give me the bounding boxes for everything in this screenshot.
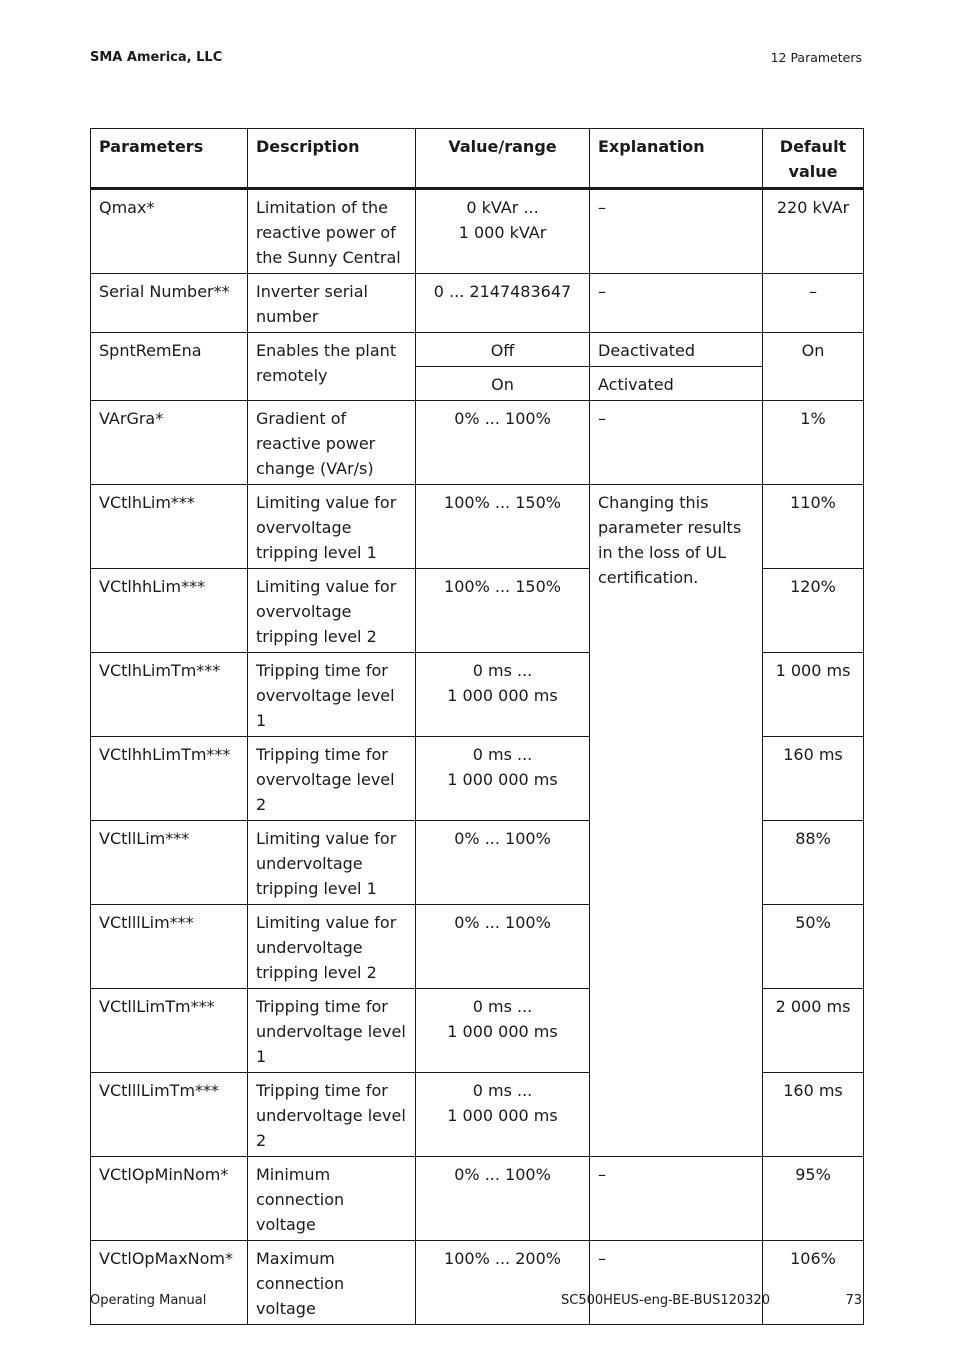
range-line: 0 ms ... [472,745,533,764]
range-line: 0 kVAr ... [466,198,539,217]
param-name: VArGra* [91,401,248,485]
param-range [416,737,590,821]
table-header-row [91,129,864,189]
range-line: 0 ms ... [472,997,533,1016]
company-name: SMA America, LLC [90,50,223,65]
header-default-value [763,129,864,189]
header-default-line2: value [788,162,838,181]
param-default: 220 kVAr [763,189,864,274]
section-title: 12 Parameters [770,50,862,65]
param-range: 100% ... 150% [416,569,590,653]
param-default: – [763,274,864,333]
param-range [416,189,590,274]
range-line: 1 000 000 ms [447,1022,558,1041]
param-name: SpntRemEna [91,333,248,401]
range-line: 1 000 000 ms [447,1106,558,1125]
param-range: 100% ... 150% [416,485,590,569]
footer-manual-title: Operating Manual [90,1293,207,1308]
header-description: Description [248,129,416,189]
param-default: 106% [763,1241,864,1325]
param-description: Maximum connection voltage [248,1241,416,1325]
table-row [91,274,864,333]
param-description: Gradient of reactive power change (VAr/s) [248,401,416,485]
header-value-range: Value/range [416,129,590,189]
option-explanation: Activated [590,367,763,401]
param-range: 0% ... 100% [416,821,590,905]
table-row [91,1241,864,1325]
range-line: 0 ms ... [472,661,533,680]
param-default: 120% [763,569,864,653]
param-default: 110% [763,485,864,569]
param-name: VCtlllLim*** [91,905,248,989]
param-description: Limiting value for overvoltage tripping level 2 [248,569,416,653]
footer-document-id: SC500HEUS-eng-BE-BUS120320 [561,1293,770,1308]
param-description: Limiting value for undervoltage tripping level 1 [248,821,416,905]
param-description: Tripping time for overvoltage level 2 [248,737,416,821]
option-value: On [416,367,590,401]
param-name: VCtllLim*** [91,821,248,905]
param-default: On [763,333,864,401]
param-description: Inverter serial number [248,274,416,333]
param-range [416,653,590,737]
parameters-table [90,128,864,1325]
range-line: 1 000 kVAr [458,223,547,242]
header-explanation: Explanation [590,129,763,189]
param-range [416,1073,590,1157]
param-default: 160 ms [763,737,864,821]
param-range: 100% ... 200% [416,1241,590,1325]
param-explanation: – [590,1157,763,1241]
range-line: 1 000 000 ms [447,686,558,705]
option-value: Off [416,333,590,367]
param-name: VCtlllLimTm*** [91,1073,248,1157]
param-name: Qmax* [91,189,248,274]
param-description: Limiting value for overvoltage tripping level 1 [248,485,416,569]
param-explanation: – [590,1241,763,1325]
param-range: 0% ... 100% [416,1157,590,1241]
param-default: 1 000 ms [763,653,864,737]
param-name: VCtlhhLim*** [91,569,248,653]
param-explanation: – [590,401,763,485]
param-name: VCtllLimTm*** [91,989,248,1073]
table-row [91,333,864,367]
param-range: 0 ... 2147483647 [416,274,590,333]
param-name: VCtlhhLimTm*** [91,737,248,821]
param-range: 0% ... 100% [416,401,590,485]
param-default: 50% [763,905,864,989]
range-line: 0 ms ... [472,1081,533,1100]
param-range [416,989,590,1073]
param-name: Serial Number** [91,274,248,333]
param-default: 2 000 ms [763,989,864,1073]
option-explanation: Deactivated [590,333,763,367]
header-parameters: Parameters [91,129,248,189]
param-description: Enables the plant remotely [248,333,416,401]
range-line: 1 000 000 ms [447,770,558,789]
param-name: VCtlOpMaxNom* [91,1241,248,1325]
param-default: 88% [763,821,864,905]
param-description: Tripping time for overvoltage level 1 [248,653,416,737]
header-default-line1: Default [779,137,847,156]
param-default: 1% [763,401,864,485]
table-row [91,1157,864,1241]
param-description: Minimum connection voltage [248,1157,416,1241]
param-description: Limitation of the reactive power of the Sunny Central [248,189,416,274]
param-description: Tripping time for undervoltage level 1 [248,989,416,1073]
shared-explanation: Changing this parameter results in the loss of UL certification. [590,485,763,1157]
param-description: Limiting value for undervoltage tripping level 2 [248,905,416,989]
param-explanation: – [590,189,763,274]
param-description: Tripping time for undervoltage level 2 [248,1073,416,1157]
param-name: VCtlOpMinNom* [91,1157,248,1241]
param-name: VCtlhLimTm*** [91,653,248,737]
param-range: 0% ... 100% [416,905,590,989]
param-default: 160 ms [763,1073,864,1157]
table-row [91,485,864,569]
param-name: VCtlhLim*** [91,485,248,569]
param-explanation: – [590,274,763,333]
page-number: 73 [845,1293,862,1308]
table-row [91,401,864,485]
table-row [91,189,864,274]
param-default: 95% [763,1157,864,1241]
